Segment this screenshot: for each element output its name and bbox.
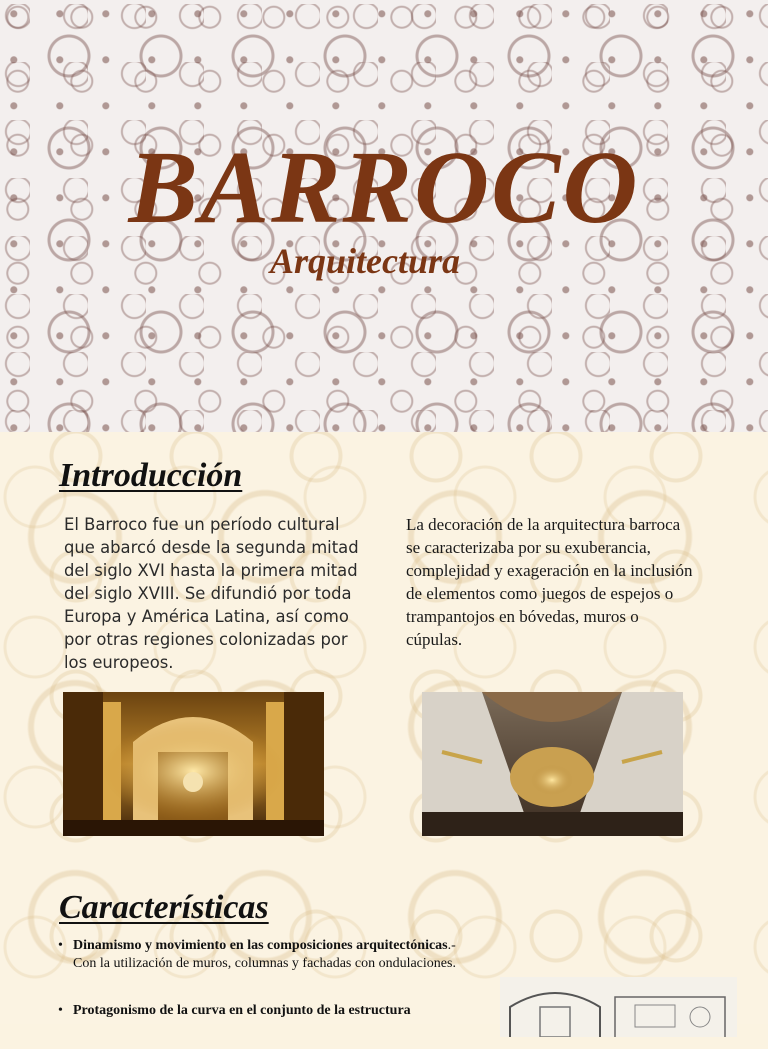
bullet-marker: • <box>58 1003 63 1018</box>
list-item <box>58 937 458 973</box>
baroque-dome-photo <box>422 692 683 836</box>
characteristics-list <box>58 937 458 1049</box>
presentation-subtitle: Arquitectura <box>269 241 461 281</box>
content-slide <box>0 432 768 1024</box>
title-slide <box>0 0 768 432</box>
introduction-heading: Introducción <box>59 457 243 494</box>
baroque-altar-photo <box>63 692 324 836</box>
facade-plan-drawing <box>500 977 737 1037</box>
intro-paragraph-left: El Barroco fue un período cultural que abarcó desde la segunda mitad del siglo XVI hasta la primera mitad del siglo XVIII. Se difundió por toda Europa y América Latina, así como por otras regiones colonizadas por los europeos. <box>64 515 359 672</box>
list-item <box>58 1002 458 1020</box>
intro-paragraph-right: La decoración de la arquitectura barroca se caracterizaba por su exuberancia, complejidad y exageración en la inclusión de elementos como juegos de espejos o trampantojos en bóvedas, muros o cúpulas. <box>406 515 693 649</box>
characteristics-heading: Características <box>59 889 269 926</box>
list-item-text: .- Con la utilización de muros, columnas y fachadas con ondulaciones. <box>73 938 456 971</box>
list-item-bold: Dinamismo y movimiento en las composiciones arquitectónicas <box>73 938 448 953</box>
bullet-marker: • <box>58 938 63 953</box>
list-item-bold: Protagonismo de la curva en el conjunto de la estructura <box>73 1003 411 1018</box>
presentation-title: BARROCO <box>128 130 640 245</box>
